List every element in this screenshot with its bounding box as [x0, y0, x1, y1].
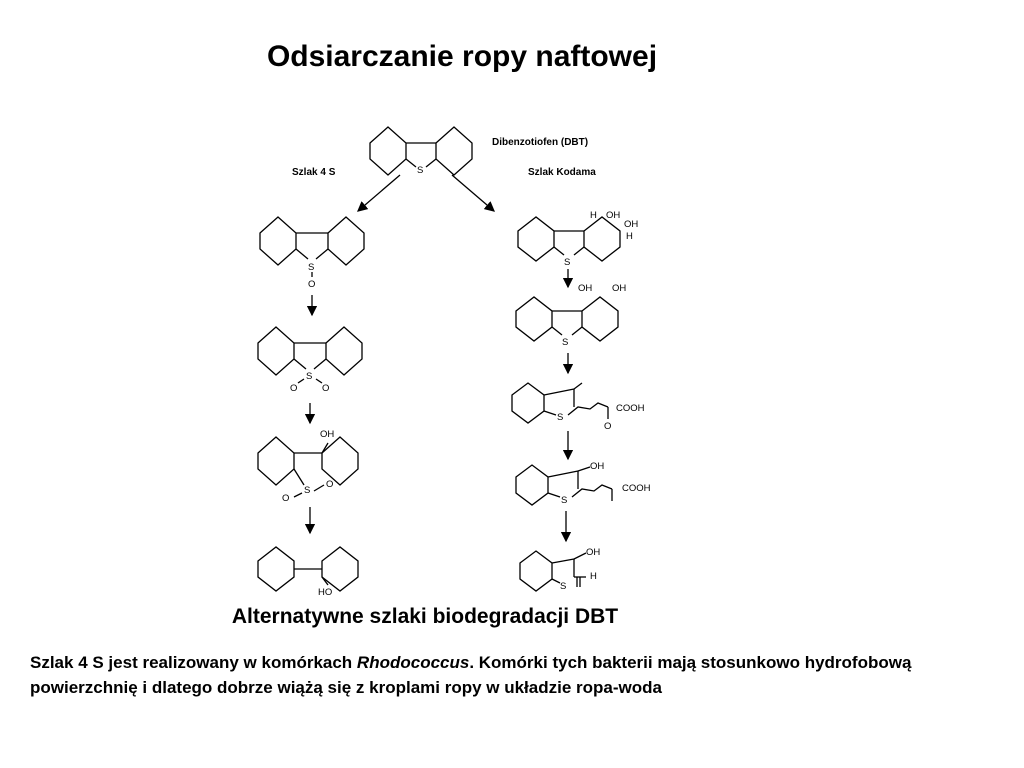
atom-oh: OH	[578, 283, 593, 294]
description-text-part1: Szlak 4 S jest realizowany w komórkach	[30, 653, 357, 672]
dbt-sulfoxide-molecule	[260, 217, 364, 290]
atom-s: S	[561, 495, 568, 506]
arrow-right-branch	[452, 175, 494, 211]
dbt-sulfone-molecule	[258, 327, 362, 394]
aldehyde-molecule	[520, 547, 600, 592]
atom-o: O	[282, 493, 290, 504]
ring-cleavage-molecule	[512, 383, 645, 432]
atom-s: S	[304, 485, 311, 496]
atom-s: S	[562, 337, 569, 348]
hpbs-molecule	[258, 429, 358, 504]
right-pathway-label: Szlak Kodama	[528, 167, 596, 178]
atom-cooh: COOH	[616, 403, 645, 414]
atom-oh: OH	[586, 547, 601, 558]
atom-s: S	[417, 165, 424, 176]
dbt-pathway-scheme	[240, 115, 680, 605]
scheme-caption: Alternatywne szlaki biodegradacji DBT	[231, 605, 619, 628]
atom-cooh: COOH	[622, 483, 651, 494]
atom-o: O	[322, 383, 330, 394]
atom-s: S	[308, 262, 315, 273]
atom-o: O	[290, 383, 298, 394]
atom-o: O	[326, 479, 334, 490]
atom-oh: OH	[320, 429, 335, 440]
dihydrodiol-molecule	[518, 210, 638, 268]
atom-s: S	[557, 412, 564, 423]
atom-h: H	[626, 231, 633, 242]
atom-s: S	[560, 581, 567, 592]
page-title: Odsiarczanie ropy naftowej	[266, 40, 658, 73]
dbt-label: Dibenzotiofen (DBT)	[492, 137, 589, 148]
left-pathway-label: Szlak 4 S	[292, 167, 336, 178]
description-text-part2: . Komórki tych bakterii mają stosunkowo hydrofobową powierzchnię i dlatego dobrze wiążą się z kroplami ropy w układzie ropa-woda	[30, 653, 912, 697]
atom-oh: OH	[590, 461, 605, 472]
arrow-left-branch	[358, 175, 400, 211]
atom-h: H	[590, 210, 597, 221]
dihydroxy-dbt-molecule	[516, 283, 626, 348]
atom-o: O	[604, 421, 612, 432]
atom-oh: OH	[624, 219, 639, 230]
atom-o: O	[308, 279, 316, 290]
atom-oh: OH	[612, 283, 627, 294]
dbt-molecule	[370, 127, 472, 176]
hydroxy-thiophene-molecule	[516, 461, 651, 506]
hydroxybiphenyl-molecule	[258, 547, 358, 598]
atom-h: H	[590, 571, 597, 582]
atom-ho: HO	[318, 587, 333, 598]
atom-s: S	[564, 257, 571, 268]
atom-s: S	[306, 371, 313, 382]
description-paragraph	[30, 650, 980, 700]
organism-name: Rhodococcus	[356, 653, 470, 672]
atom-oh: OH	[606, 210, 621, 221]
